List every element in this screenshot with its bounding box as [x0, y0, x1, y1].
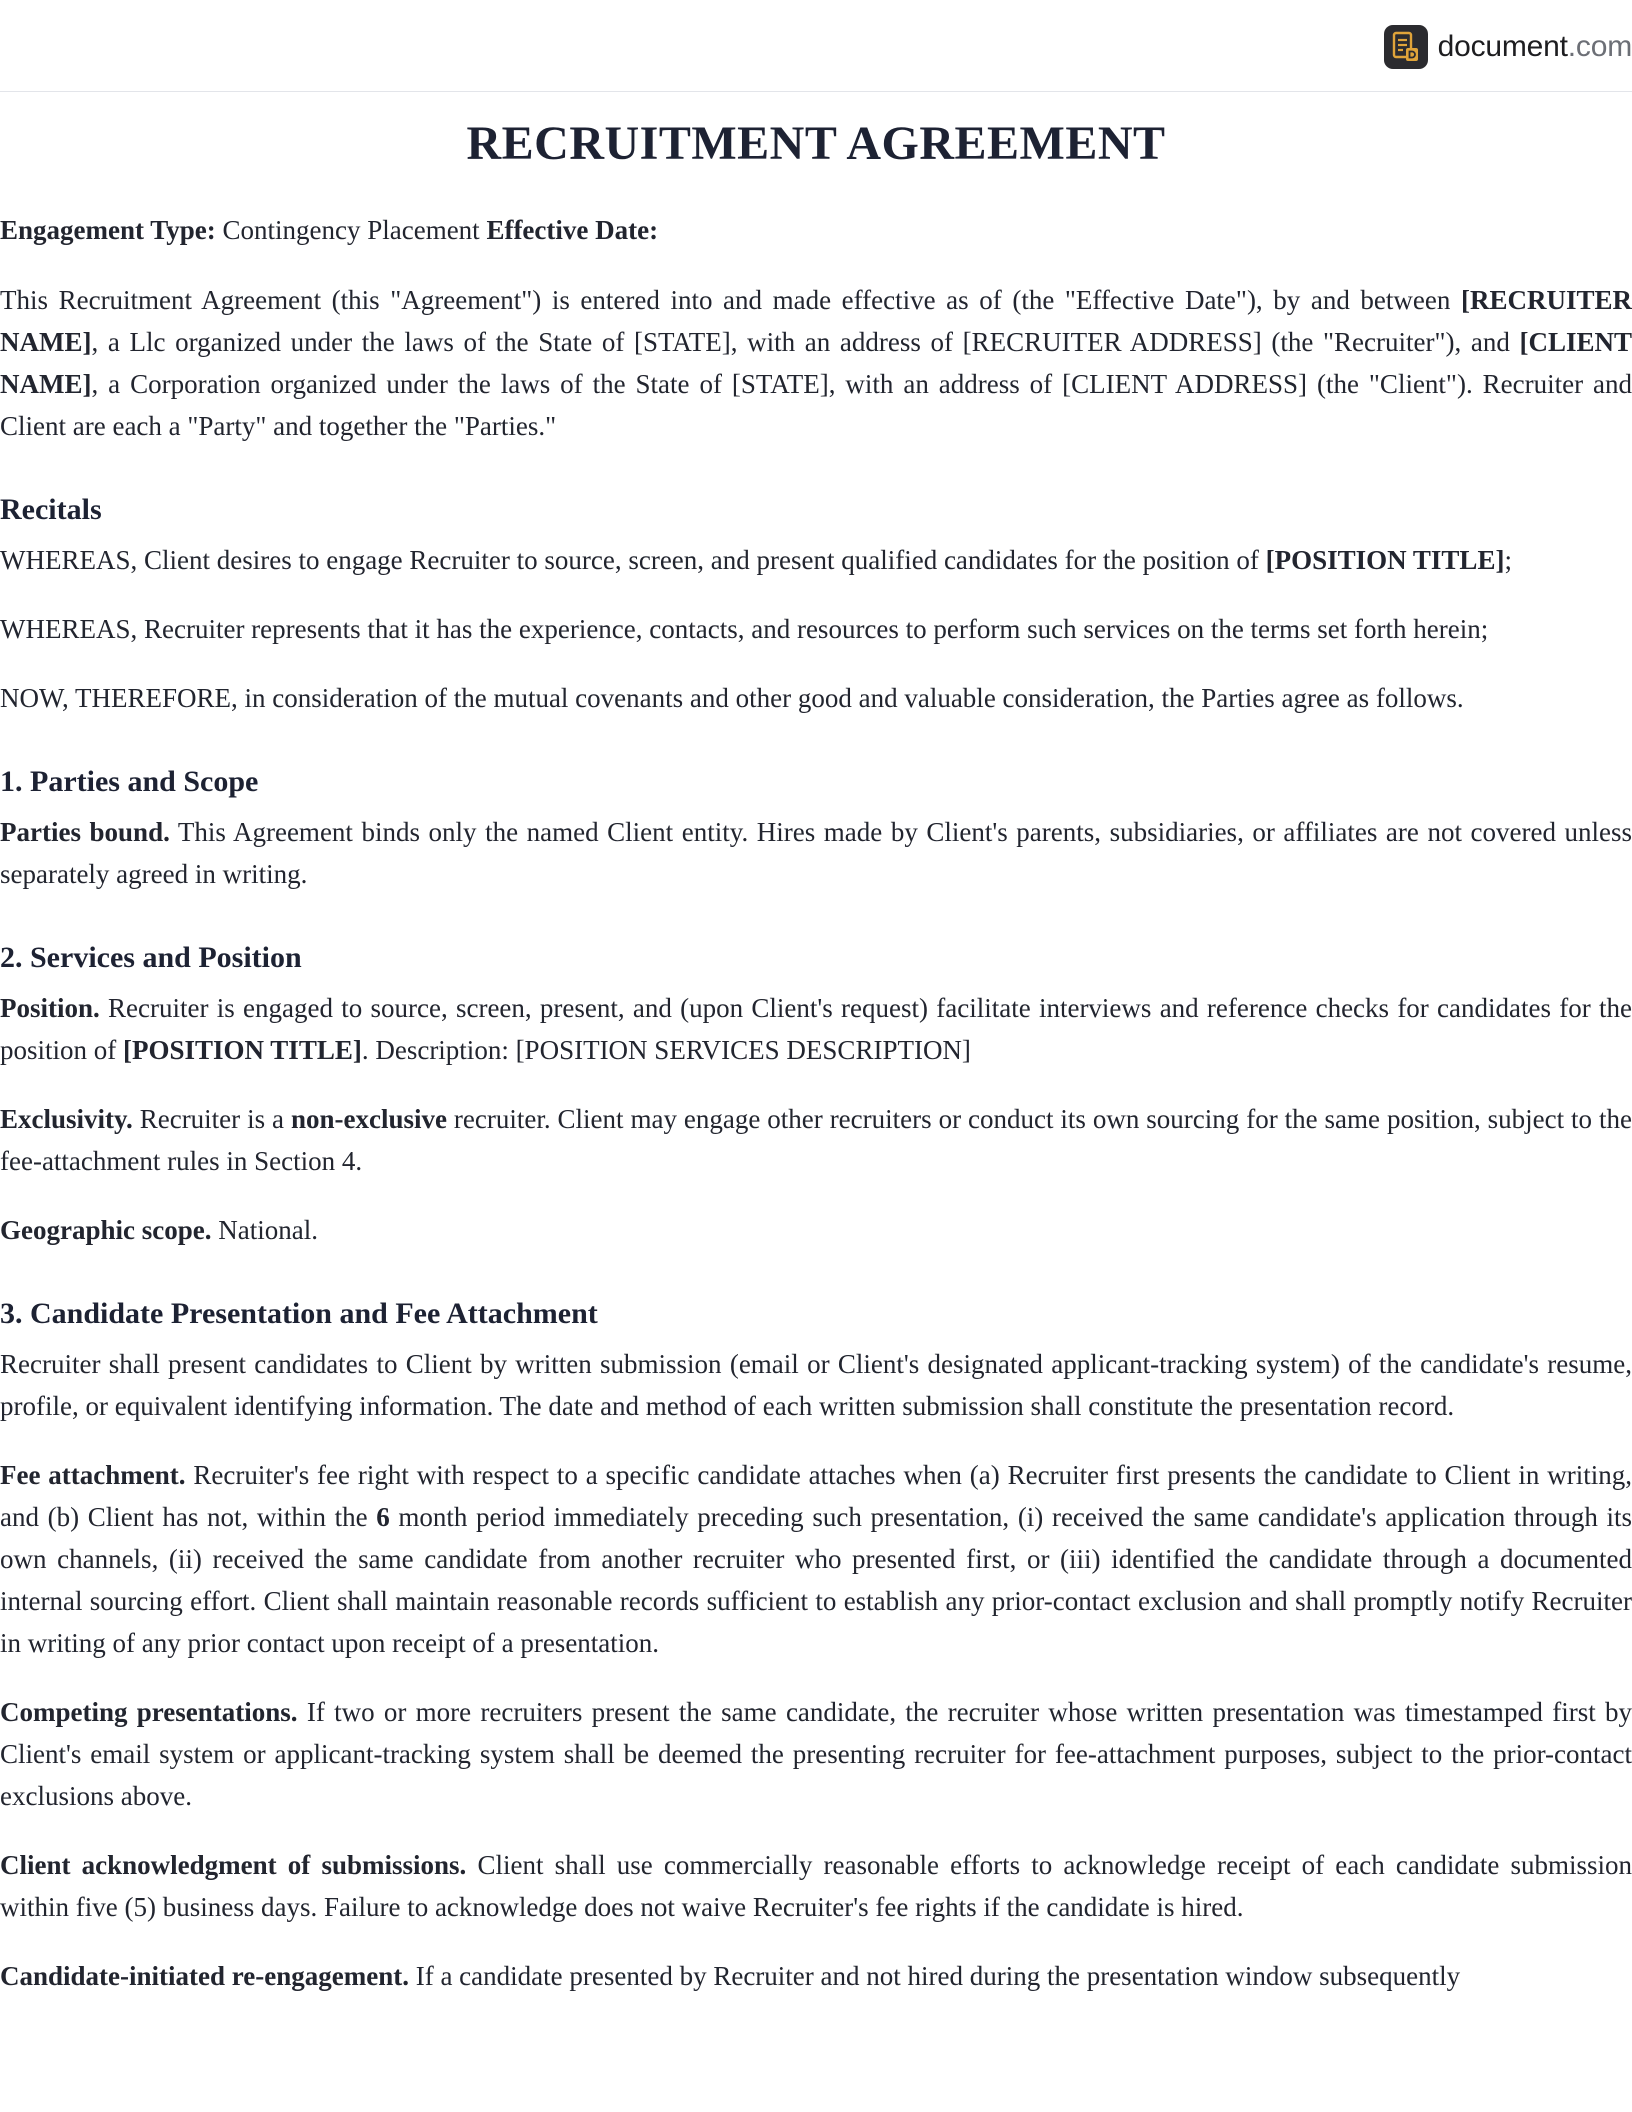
- recitals-heading: Recitals: [0, 493, 102, 526]
- fee-attachment-label: Fee attachment.: [0, 1460, 186, 1490]
- section-2-geographic-scope: [0, 1209, 1632, 1251]
- top-bar: [0, 0, 1632, 92]
- position-description: . Description: [POSITION SERVICES DESCRIPTION]: [361, 1035, 971, 1065]
- competing-presentations-label: Competing presentations.: [0, 1697, 298, 1727]
- recital-whereas-2: WHEREAS, Recruiter represents that it has the experience, contacts, and resources to perform such services on the terms set forth herein;: [0, 614, 1489, 644]
- position-text: Recruiter is engaged to source, screen, present, and (upon Client's request) facilitate interviews and reference checks for candidates for the position of: [0, 993, 1632, 1065]
- section-3-client-acknowledgment: [0, 1844, 1632, 1928]
- intro-text-3: , a Corporation organized under the laws of the State of [STATE], with an address of [CLIENT ADDRESS] (the "Client"). Recruiter and Client are each a "Party" and together the "Parties.": [0, 369, 1632, 441]
- section-3-competing-presentations: [0, 1691, 1632, 1817]
- fee-attachment-months: 6: [376, 1502, 390, 1532]
- engagement-type-label: Engagement Type:: [0, 215, 216, 245]
- position-title: [POSITION TITLE]: [123, 1035, 362, 1065]
- intro-text-1: This Recruitment Agreement (this "Agreement") is entered into and made effective as of (the "Effective Date"), by and between: [0, 285, 1461, 315]
- section-3-heading: 3. Candidate Presentation and Fee Attachment: [0, 1297, 598, 1330]
- candidate-reengagement-text: If a candidate presented by Recruiter and not hired during the presentation window subsequently: [408, 1961, 1461, 1991]
- engagement-type-value: Contingency Placement: [215, 215, 487, 245]
- brand-logo[interactable]: [1384, 25, 1632, 69]
- recital-1-end: ;: [1504, 545, 1512, 575]
- effective-date-label: Effective Date:: [486, 215, 659, 245]
- intro-paragraph: [0, 279, 1632, 447]
- meta-line: [0, 209, 1632, 251]
- section-2-exclusivity: [0, 1098, 1632, 1182]
- recruiter-name: [RECRUITER NAME]: [0, 285, 1632, 357]
- recital-1-text: WHEREAS, Client desires to engage Recruiter to source, screen, and present qualified candidates for the position of: [0, 545, 1266, 575]
- client-acknowledgment-text: Client shall use commercially reasonable efforts to acknowledge receipt of each candidate submission within five (5) business days. Failure to acknowledge does not waive Recruiter's fee rights if the candidate is hired.: [0, 1850, 1632, 1922]
- parties-bound-text: This Agreement binds only the named Client entity. Hires made by Client's parents, subsidiaries, or affiliates are not covered unless separately agreed in writing.: [0, 817, 1632, 889]
- geographic-scope-text: National.: [211, 1215, 318, 1245]
- competing-presentations-text: If two or more recruiters present the same candidate, the recruiter whose written presentation was timestamped first by Client's email system or applicant-tracking system shall be deemed the presenting recruiter for fee-attachment purposes, subject to the prior-contact exclusions above.: [0, 1697, 1632, 1811]
- recital-whereas-1: [0, 539, 1632, 581]
- section-3-fee-attachment: [0, 1454, 1632, 1664]
- exclusivity-text-2: recruiter. Client may engage other recruiters or conduct its own sourcing for the same position, subject to the fee-attachment rules in Section 4.: [0, 1104, 1632, 1176]
- exclusivity-bold: non-exclusive: [290, 1104, 447, 1134]
- parties-bound-label: Parties bound.: [0, 817, 170, 847]
- recital-now-therefore: NOW, THEREFORE, in consideration of the mutual covenants and other good and valuable consideration, the Parties agree as follows.: [0, 683, 1464, 713]
- section-1-parties-bound: [0, 811, 1632, 895]
- exclusivity-text-1: Recruiter is a: [132, 1104, 291, 1134]
- client-name: [CLIENT NAME]: [0, 327, 1632, 399]
- document-body: [0, 116, 1632, 1997]
- client-acknowledgment-label: Client acknowledgment of submissions.: [0, 1850, 467, 1880]
- section-3-candidate-reengagement: [0, 1955, 1632, 1997]
- brand-name-main: document: [1437, 30, 1568, 63]
- fee-attachment-text-1: Recruiter's fee right with respect to a specific candidate attaches when (a) Recruiter first presents the candidate to Client in writing, and (b) Client has not, within the: [0, 1460, 1632, 1532]
- recital-1-position: [POSITION TITLE]: [1265, 545, 1505, 575]
- fee-attachment-text-2: month period immediately preceding such presentation, (i) received the same candidate's application through its own channels, (ii) received the same candidate from another recruiter who presented first, or (iii) identified the candidate through a documented internal sourcing effort. Client shall maintain reasonable records sufficient to establish any prior-contact exclusion and shall promptly notify Recruiter in writing of any prior contact upon receipt of a presentation.: [0, 1502, 1632, 1658]
- section-2-heading: 2. Services and Position: [0, 941, 302, 974]
- intro-text-2: , a Llc organized under the laws of the State of [STATE], with an address of [RECRUITER ADDRESS] (the "Recruiter"), and: [91, 327, 1520, 357]
- position-label: Position.: [0, 993, 100, 1023]
- section-1-heading: 1. Parties and Scope: [0, 765, 259, 798]
- geographic-scope-label: Geographic scope.: [0, 1215, 212, 1245]
- section-2-position: [0, 987, 1632, 1071]
- candidate-reengagement-label: Candidate-initiated re-engagement.: [0, 1961, 409, 1991]
- brand-name: [1438, 30, 1632, 64]
- document-title: RECRUITMENT AGREEMENT: [466, 117, 1166, 170]
- brand-name-tld: .com: [1567, 30, 1632, 63]
- exclusivity-label: Exclusivity.: [0, 1104, 133, 1134]
- document-logo-icon: [1384, 25, 1428, 69]
- section-3-presentation: Recruiter shall present candidates to Client by written submission (email or Client's designated applicant-tracking system) of the candidate's resume, profile, or equivalent identifying information. The date and method of each written submission shall constitute the presentation record.: [0, 1349, 1632, 1421]
